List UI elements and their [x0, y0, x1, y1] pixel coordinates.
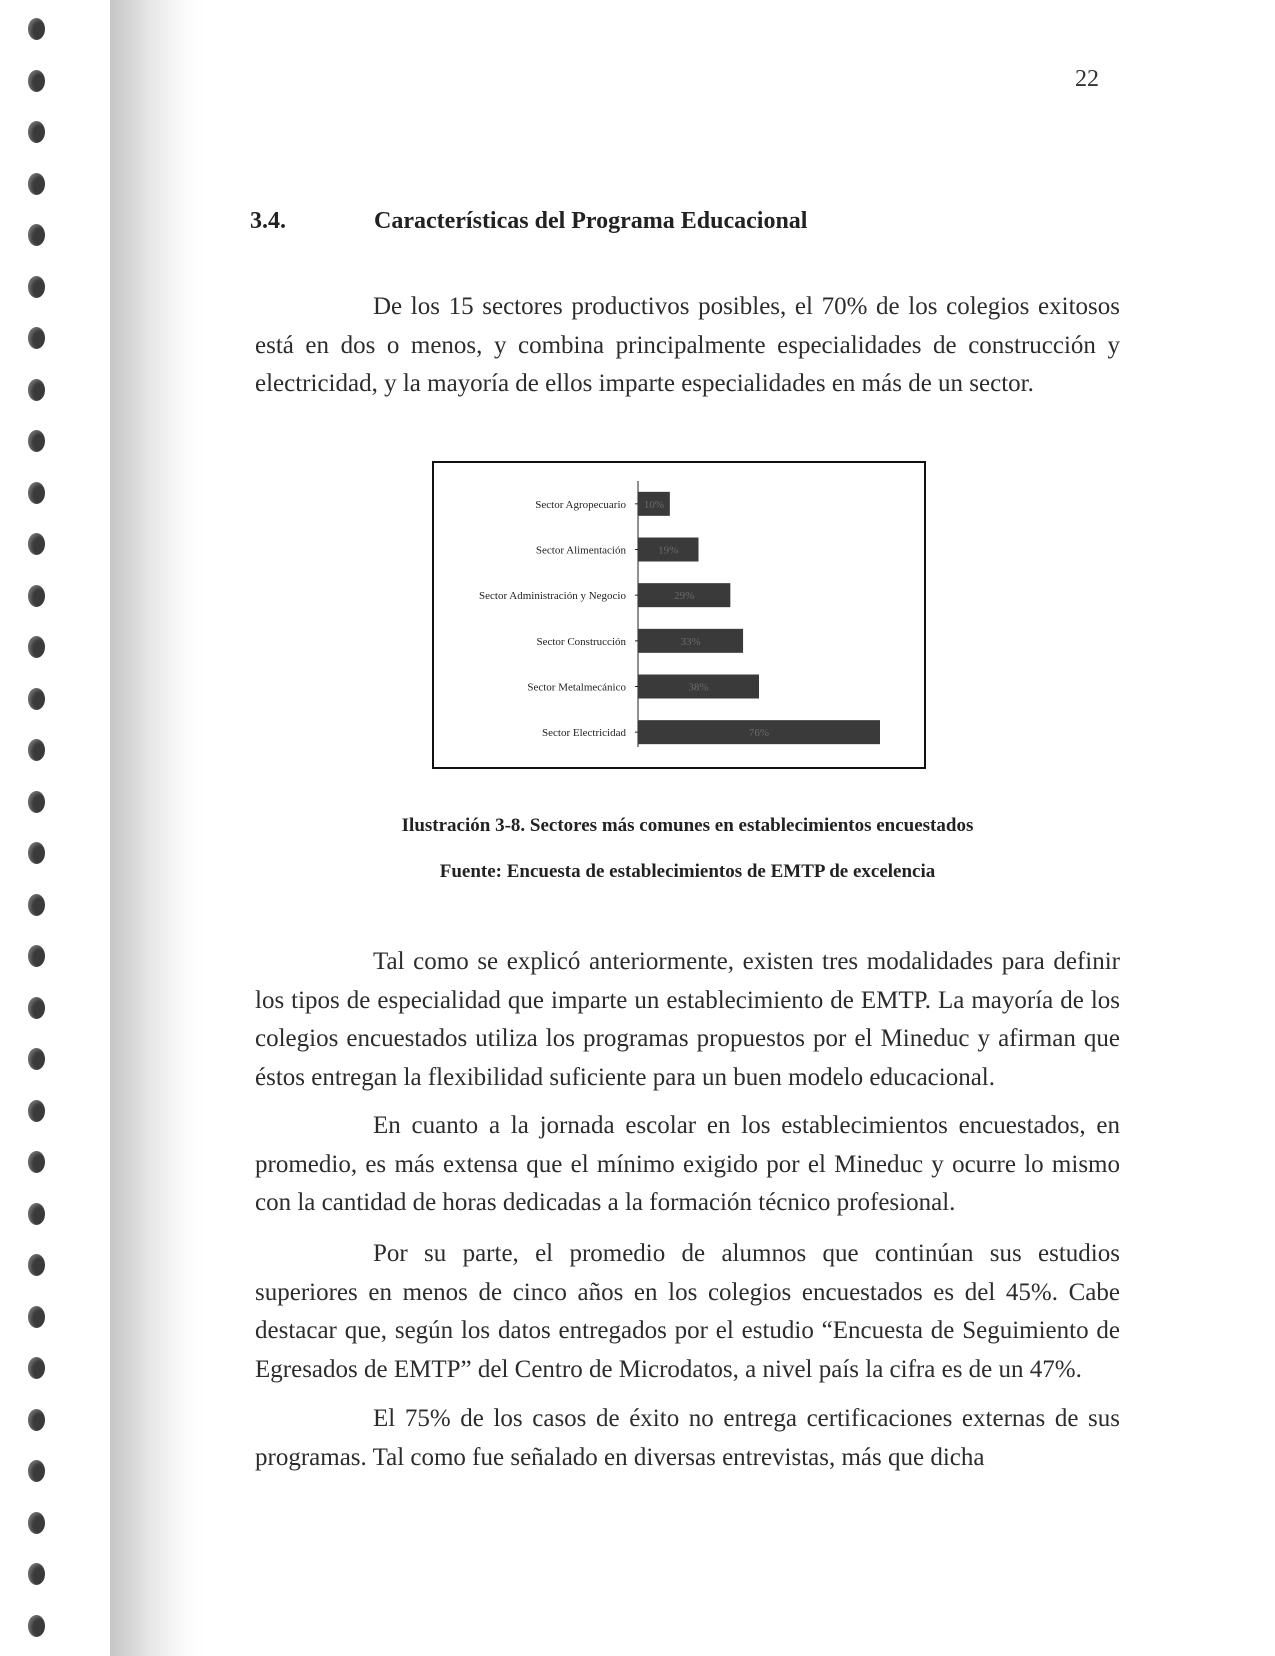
data-label: 10%: [643, 498, 665, 511]
paragraph-text: En cuanto a la jornada escolar en los establecimientos encuestados, en promedio, es más extensa que el mínimo exigido por el Mineduc y ocurre lo mismo con la cantidad de horas dedicadas a la formación técnico profesional.: [255, 1112, 1120, 1216]
punch-hole: [28, 945, 45, 967]
paragraph-text: De los 15 sectores productivos posibles, el 70% de los colegios exitosos está en dos o menos, y combina principalmente especialidades de construcción y electricidad, y la mayoría de ellos imparte especialidades en más de un sector.: [255, 293, 1120, 397]
punch-hole: [28, 173, 45, 195]
category-label: Sector Agropecuario: [535, 498, 626, 511]
punch-hole: [28, 1512, 45, 1534]
punch-hole: [28, 1563, 45, 1585]
data-label: 76%: [748, 727, 770, 740]
punch-hole: [28, 1151, 45, 1173]
page-number: 22: [1075, 66, 1099, 92]
paragraph-text: Por su parte, el promedio de alumnos que continúan sus estudios superiores en menos de cinco años en los colegios encuestados es del 45%. Cabe destacar que, según los datos entregados por el estudio “Encuesta de Seguimiento de Egresados de EMTP” del Centro de Microdatos, a nivel país la cifra es de un 47%.: [255, 1240, 1120, 1383]
punch-hole: [28, 585, 45, 607]
punch-hole: [28, 1409, 45, 1431]
paragraph-text: El 75% de los casos de éxito no entrega certificaciones externas de sus programas. Tal como fue señalado en diversas entrevistas, más que dicha: [255, 1405, 1120, 1471]
paragraph: [255, 1400, 1120, 1477]
punch-hole: [28, 997, 45, 1019]
figure-caption: Ilustración 3-8. Sectores más comunes en establecimientos encuestados: [401, 815, 974, 836]
punch-hole: [28, 276, 45, 298]
category-label: Sector Administración y Negocio: [479, 590, 626, 603]
punch-hole: [28, 636, 45, 658]
punch-hole: [28, 70, 45, 92]
bar-chart: [432, 461, 926, 769]
category-label: Sector Alimentación: [535, 544, 626, 557]
punch-hole: [28, 1615, 45, 1637]
data-label: 19%: [658, 544, 679, 557]
category-label: Sector Electricidad: [542, 727, 626, 740]
punch-hole: [28, 379, 45, 401]
punch-hole: [28, 1203, 45, 1225]
data-label: 29%: [674, 590, 695, 603]
punch-holes: [22, 10, 52, 1650]
data-label: 33%: [680, 635, 701, 648]
punch-hole: [28, 1306, 45, 1328]
punch-hole: [28, 791, 45, 813]
punch-hole: [28, 1048, 45, 1070]
category-label: Sector Construcción: [536, 635, 626, 648]
punch-hole: [28, 1100, 45, 1122]
section-heading: [250, 208, 1150, 235]
paragraph-text: Tal como se explicó anteriormente, existen tres modalidades para definir los tipos de especialidad que imparte un establecimiento de EMTP. La mayoría de los colegios encuestados utiliza los programas propuestos por el Mineduc y afirman que éstos entregan la flexibilidad suficiente para un buen modelo educacional.: [255, 948, 1120, 1091]
chart-canvas: [434, 463, 924, 767]
punch-hole: [28, 121, 45, 143]
punch-hole: [28, 842, 45, 864]
punch-hole: [28, 894, 45, 916]
paragraph: [255, 943, 1120, 1097]
figure-source: Fuente: Encuesta de establecimientos de EMTP de excelencia: [439, 861, 936, 882]
punch-hole: [28, 688, 45, 710]
punch-hole: [28, 1460, 45, 1482]
punch-hole: [28, 533, 45, 555]
punch-hole: [28, 482, 45, 504]
paragraph: [255, 1107, 1120, 1223]
punch-hole: [28, 224, 45, 246]
punch-hole: [28, 1357, 45, 1379]
paragraph: [255, 1235, 1120, 1389]
section-number: 3.4.: [250, 208, 286, 234]
punch-hole: [28, 1254, 45, 1276]
category-label: Sector Metalmecánico: [527, 681, 626, 694]
punch-hole: [28, 739, 45, 761]
paragraph: [255, 288, 1120, 404]
section-title: Características del Programa Educacional: [374, 208, 808, 234]
punch-hole: [28, 18, 45, 40]
binding-shadow: [110, 0, 205, 1656]
punch-hole: [28, 430, 45, 452]
data-label: 38%: [688, 681, 709, 694]
punch-hole: [28, 327, 45, 349]
